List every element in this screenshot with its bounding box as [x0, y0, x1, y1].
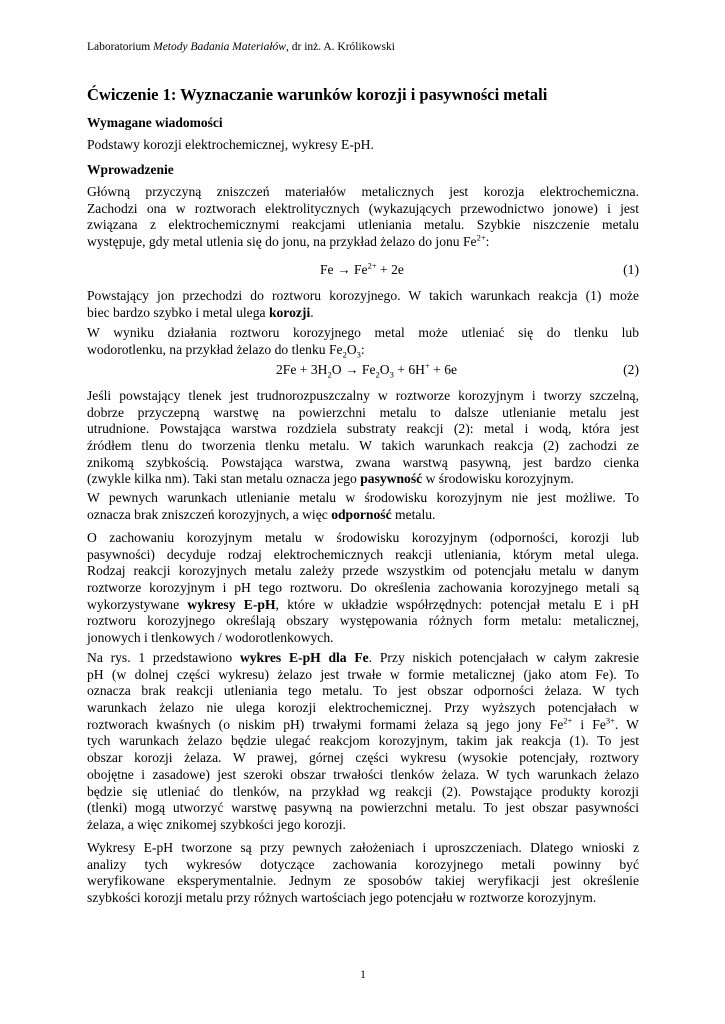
paragraph-line: Na rys. 1 przedstawiono wykres E-pH dla Fe. Przy niskich potencjałach w całym zakresie: [87, 650, 639, 665]
equation-1-number: (1): [623, 262, 639, 277]
header-course: Metody Badania Materiałów: [153, 41, 286, 53]
paragraph-line: związana z elektrochemicznymi reakcjami utleniania metalu. Szybkie niszczenie metalu: [87, 217, 639, 233]
paragraph-line: Główną przyczyną zniszczeń materiałów metalicznych jest korozja elektrochemiczna.: [87, 184, 639, 199]
paragraph-line: roztworu korozyjnego określają obszary występowania różnych form metalu: metalicznej,: [87, 613, 639, 629]
paragraph-line: utrudnione. Powstająca warstwa rozdziela substraty reakcji (2): metal i wodą, która jest: [87, 421, 639, 437]
paragraph-line: dobrze przyczepną warstwę na powierzchni metalu to dalsze utlenianie metalu jest: [87, 404, 639, 420]
paragraph-line: będzie się utleniać do tlenków, na przykład wg reakcji (2). Powstające produkty korozji: [87, 783, 639, 799]
paragraph-6: [87, 530, 639, 647]
paragraph-line: obszar korozji żelaza. W prawej, górnej części wykresu (wysokie potencjały, roztwory: [87, 750, 639, 766]
header-suffix: , dr inż. A. Królikowski: [285, 41, 395, 53]
header-prefix: Laboratorium: [87, 41, 154, 53]
paragraph-2: [87, 288, 639, 321]
paragraph-line: roztworze korozyjnym i pH tego roztworu. Do określenia zachowania korozyjnego metali są: [87, 580, 639, 596]
equation-2-number: (2): [623, 362, 639, 377]
paragraph-1: [87, 184, 639, 251]
paragraph-3: [87, 325, 639, 358]
paragraph-line: analizy tych wykresów dotyczące zachowania korozyjnego metali powinny być: [87, 856, 639, 872]
term-wykres-e-ph-fe: wykres E-pH dla Fe: [239, 650, 369, 665]
paragraph-line: jonowych i tlenkowych / wodorotlenkowych.: [87, 630, 334, 646]
paragraph-line: występuje, gdy metal utlenia się do jonu, na przykład żelazo do jonu $Fe^{2+}$:: [87, 232, 490, 250]
term-odpornosc: odporność: [331, 506, 392, 522]
paragraph-line: tych warunkach żelazo będzie ulegać reakcjom korozyjnym, takim jak reakcja (1). To jest: [87, 733, 639, 749]
paragraph-line: W wyniku działania roztworu korozyjnego metal może utleniać się do tlenku lub: [87, 325, 639, 340]
paragraph-4: [87, 388, 639, 488]
equation-1-formula: $Fe \to Fe^{2+} + 2e$: [320, 260, 404, 277]
page-header: [87, 41, 395, 53]
paragraph-line: Rodzaj reakcji korozyjnych metalu zależy przede wszystkim od potencjału metalu w danym: [87, 563, 639, 579]
page-number: 1: [360, 969, 366, 981]
paragraph-line: O zachowaniu korozyjnym metalu w środowisku korozyjnym (odporności, korozji lub: [87, 530, 639, 545]
document-title: Ćwiczenie 1: Wyznaczanie warunków korozji i pasywności metali: [87, 85, 548, 104]
paragraph-line: W pewnych warunkach utlenianie metalu w środowisku korozyjnym nie jest możliwe. To: [87, 490, 639, 505]
paragraph-5: [87, 490, 639, 523]
paragraph-line: Jeśli powstający tlenek jest trudnorozpuszczalny w roztworze korozyjnym i tworzy szczelną,: [87, 388, 639, 403]
section-heading-intro: Wprowadzenie: [87, 162, 174, 177]
paragraph-line: obojętne i zasadowe) jest szeroki obszar trwałości tlenków żelaza. W tych warunkach żelazo: [87, 766, 639, 782]
equation-1: [87, 262, 639, 279]
paragraph-line: szybkości korozji metalu przy różnych wartościach jego potencjału w roztworze korozyjnym.: [87, 890, 597, 906]
section-heading-required: Wymagane wiadomości: [87, 115, 223, 130]
paragraph-line: warunkach żelazo nie ulega korozji elektrochemicznej. Przy wyższych potencjałach w: [87, 700, 639, 716]
paragraph-line: wodorotlenku, na przykład żelazo do tlenku $Fe_2O_3$:: [87, 341, 365, 360]
required-text: Podstawy korozji elektrochemicznej, wykresy E-pH.: [87, 137, 374, 152]
paragraph-line: oznacza brak zniszczeń korozyjnych, a więc odporność metalu.: [87, 506, 436, 522]
equation-2: [87, 362, 639, 379]
paragraph-line: Powstający jon przechodzi do roztworu korozyjnego. W takich warunkach reakcja (1) może: [87, 288, 639, 303]
paragraph-line: pH (w dolnej części wykresu) żelazo jest trwałe w formie metalicznej (jako atom Fe). To: [87, 666, 639, 682]
paragraph-line: Wykresy E-pH tworzone są przy pewnych założeniach i uproszczeniach. Dlatego wnioski z: [87, 840, 639, 855]
paragraph-line: (tlenki) mogą utworzyć warstwę pasywną na powierzchni metalu. To jest obszar pasywności: [87, 800, 639, 816]
paragraph-line: źródłem tlenu do tworzenia tlenku metalu. W takich warunkach reakcja (2) zachodzi ze: [87, 438, 639, 454]
paragraph-line: roztworach kwaśnych (o niskim pH) trwałymi formami żelaza są jego jony $Fe^{2+}$ i $Fe^{3+}$. W: [87, 715, 639, 732]
paragraph-line: oznacza brak reakcji utleniania tego metalu. To jest obszar odporności żelaza. W tych: [87, 683, 639, 699]
paragraph-line: wykorzystywane wykresy E-pH, które w układzie współrzędnych: potencjał metalu E i pH: [87, 596, 639, 612]
term-korozja: korozji: [268, 304, 311, 320]
term-pasywnosc: pasywność: [360, 471, 423, 487]
term-wykresy-e-ph: wykresy E-pH: [187, 596, 276, 612]
paragraph-line: biec bardzo szybko i metal ulega korozji.: [87, 304, 314, 320]
paragraph-line: weryfikowane eksperymentalnie. Jednym ze sposobów takiej weryfikacji jest określenie: [87, 873, 639, 889]
paragraph-line: (zwykle kilka nm). Taki stan metalu oznacza jego pasywność w środowisku korozyjnym.: [87, 471, 574, 487]
paragraph-7: [87, 650, 639, 834]
paragraph-8: [87, 840, 639, 907]
paragraph-line: znikomą szybkością. Powstająca warstwa, zwana warstwą pasywną, jest bardzo cienka: [87, 454, 639, 470]
paragraph-line: pasywności) decyduje rodzaj elektrochemicznych reakcji utleniania, którym metal ulega.: [87, 546, 639, 562]
equation-2-formula: $2Fe + 3H_2O \to Fe_2O_3 + 6H^+ + 6e$: [276, 360, 458, 380]
paragraph-line: Zachodzi ona w roztworach elektrolitycznych (wykazujących przewodnictwo jonowe) i jest: [87, 200, 639, 216]
paragraph-line: żelaza, a więc znikomej szybkości jego korozji.: [87, 816, 346, 832]
